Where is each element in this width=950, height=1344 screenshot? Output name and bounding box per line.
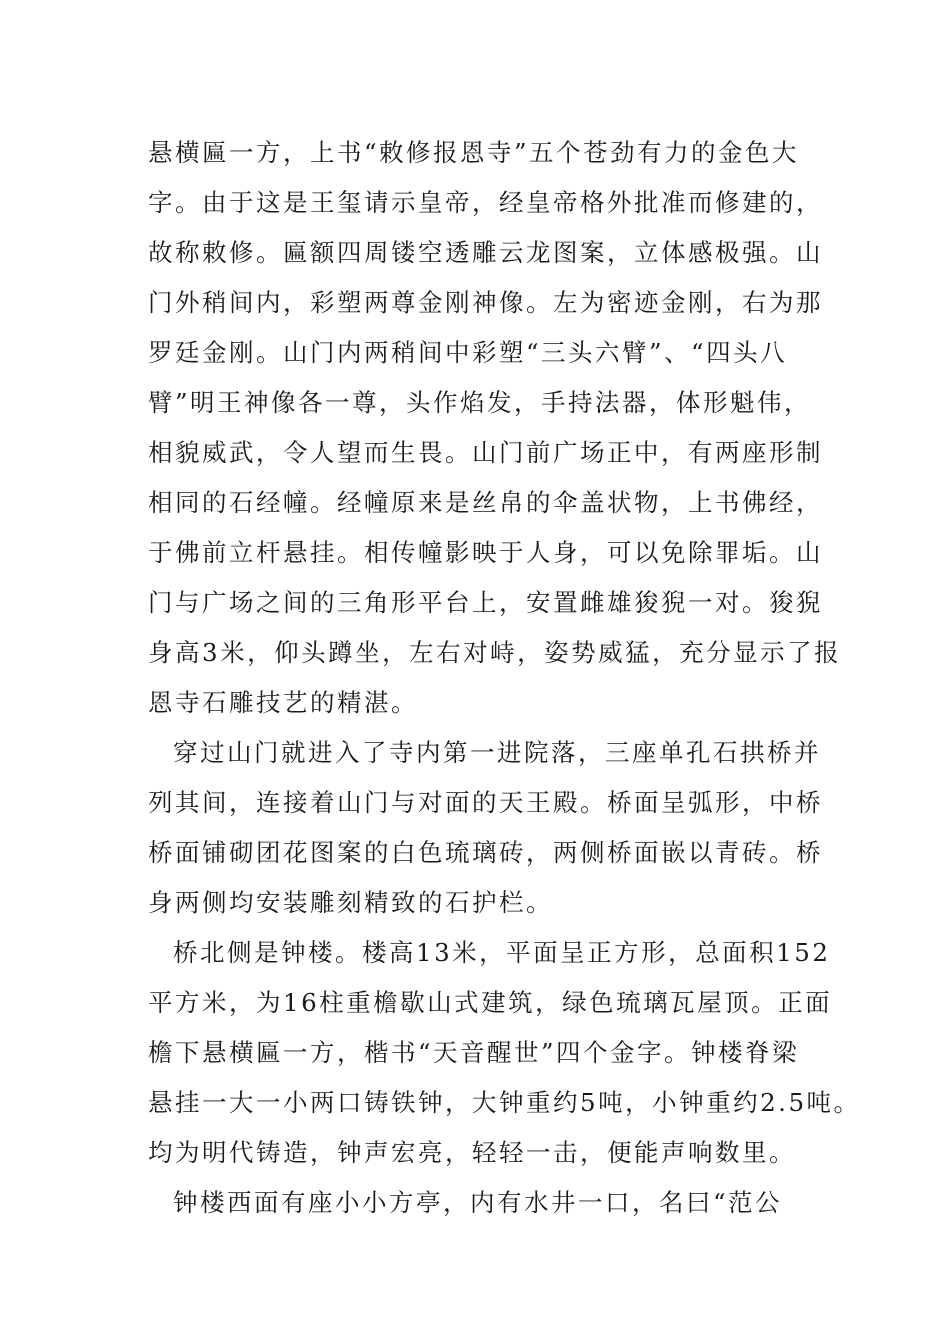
text-line: 檐下悬横匾一方，楷书“天音醒世”四个金字。钟楼脊梁: [148, 1038, 800, 1067]
text-line: 故称敕修。匾额四周镂空透雕云龙图案，立体感极强。山: [148, 238, 823, 267]
text-line: 相貌威武，令人望而生畏。山门前广场正中，有两座形制: [148, 438, 823, 467]
paragraph-first-line: 桥北侧是钟楼。楼高13米，平面呈正方形，总面积152: [173, 938, 831, 967]
text-line: 恩寺石雕技艺的精湛。: [148, 688, 418, 717]
text-line: 门外稍间内，彩塑两尊金刚神像。左为密迹金刚，右为那: [148, 288, 823, 317]
text-line: 均为明代铸造，钟声宏亮，轻轻一击，便能声响数里。: [148, 1138, 796, 1167]
paragraph-first-line: 穿过山门就进入了寺内第一进院落，三座单孔石拱桥并: [173, 738, 821, 767]
text-line: 字。由于这是王玺请示皇帝，经皇帝格外批准而修建的，: [148, 188, 823, 217]
body-text: [148, 133, 861, 1233]
paragraph-first-line: 钟楼西面有座小小方亭，内有水井一口，名曰“范公: [173, 1188, 783, 1217]
text-line: 罗廷金刚。山门内两稍间中彩塑“三头六臂”、“四头八: [148, 338, 788, 367]
text-line: 臂”明王神像各一尊，头作焰发，手持法器，体形魁伟，: [148, 388, 812, 417]
text-line: 身高3米，仰头蹲坐，左右对峙，姿势威猛，充分显示了报: [148, 638, 842, 667]
text-line: 悬横匾一方，上书“敕修报恩寺”五个苍劲有力的金色大: [148, 138, 800, 167]
text-line: 桥面铺砌团花图案的白色琉璃砖，两侧桥面嵌以青砖。桥: [148, 838, 823, 867]
text-line: 平方米，为16柱重檐歇山式建筑，绿色琉璃瓦屋顶。正面: [148, 988, 833, 1017]
text-line: 门与广场之间的三角形平台上，安置雌雄狻猊一对。狻猊: [148, 588, 823, 617]
text-line: 悬挂一大一小两口铸铁钟，大钟重约5吨，小钟重约2.5吨。: [148, 1088, 861, 1117]
text-line: 相同的石经幢。经幢原来是丝帛的伞盖状物，上书佛经，: [148, 488, 823, 517]
text-line: 列其间，连接着山门与对面的天王殿。桥面呈弧形，中桥: [148, 788, 823, 817]
text-line: 于佛前立杆悬挂。相传幢影映于人身，可以免除罪垢。山: [148, 538, 823, 567]
text-line: 身两侧均安装雕刻精致的石护栏。: [148, 888, 553, 917]
